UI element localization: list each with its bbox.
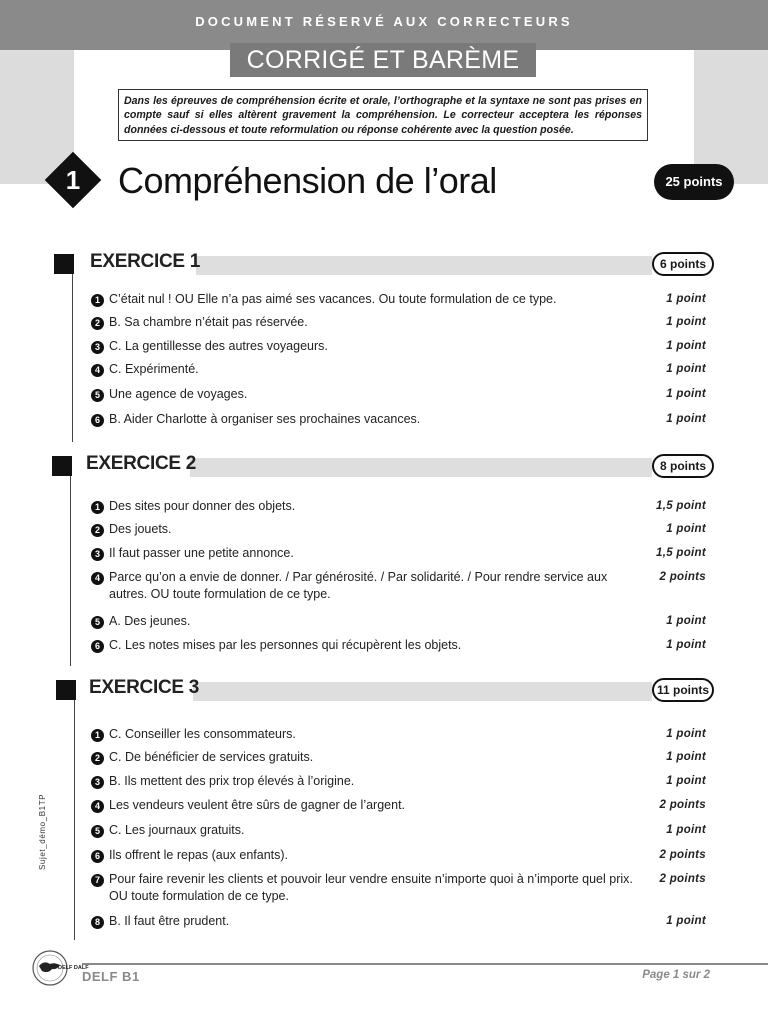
answer-text: C. De bénéficier de services gratuits. <box>109 750 314 764</box>
exercise-marker <box>56 680 76 700</box>
answer-text: Des jouets. <box>109 522 172 536</box>
answer-points: 1 point <box>666 751 706 763</box>
delf-dalf-logo <box>30 948 89 988</box>
item-number-bullet: 8 <box>91 916 104 929</box>
answer-text: Pour faire revenir les clients et pouvoir leur vendre ensuite n’importe quoi à n’importe quel prix. OU toute formulation de ce type. <box>109 872 633 903</box>
answer-text: Les vendeurs veulent être sûrs de gagner de l’argent. <box>109 798 406 812</box>
answer-text: Ils offrent le repas (aux enfants). <box>109 848 289 862</box>
answer-points: 2 points <box>659 849 706 861</box>
exercise-points-badge: 8 points <box>652 454 714 478</box>
answer-text: B. Sa chambre n’était pas réservée. <box>109 315 308 329</box>
side-label: Sujet_démo_B1TP <box>38 793 47 870</box>
item-number-bullet: 6 <box>91 640 104 653</box>
answer-points: 1 point <box>666 293 706 305</box>
answer-text: Des sites pour donner des objets. <box>109 499 296 513</box>
answer-points: 2 points <box>659 571 706 583</box>
exercise-points-badge: 6 points <box>652 252 714 276</box>
answer-text: Une agence de voyages. <box>109 387 248 401</box>
footer-page-number: Page 1 sur 2 <box>642 969 710 981</box>
item-number-bullet: 6 <box>91 414 104 427</box>
exercise-header-bar <box>193 682 652 701</box>
correction-note: Dans les épreuves de compréhension écrite et orale, l’orthographe et la syntaxe ne sont pas prises en compte sauf si elles altèrent gravement la compréhension. Le correcteur acceptera les réponses données ci-dessous et toute reformulation ou réponse cohérente avec la question posée. <box>118 89 648 141</box>
section-number: 1 <box>65 165 81 195</box>
answer-text: A. Des jeunes. <box>109 614 191 628</box>
answer-points: 1,5 point <box>656 500 706 512</box>
answer-points: 2 points <box>659 799 706 811</box>
answer-points: 1 point <box>666 639 706 651</box>
section-title: Compréhension de l’oral <box>118 160 497 201</box>
answer-points: 2 points <box>659 873 706 885</box>
exercise-header-bar <box>190 458 652 477</box>
document-title: CORRIGÉ ET BARÈME <box>230 43 536 77</box>
item-number-bullet: 5 <box>91 616 104 629</box>
item-number-bullet: 5 <box>91 825 104 838</box>
section-points-badge: 25 points <box>654 164 734 200</box>
exercise-title: EXERCICE 2 <box>86 453 196 474</box>
answer-points: 1 point <box>666 615 706 627</box>
item-number-bullet: 2 <box>91 317 104 330</box>
footer-exam-name: DELF B1 <box>82 969 140 984</box>
answer-points: 1 point <box>666 363 706 375</box>
exercise-side-rule <box>72 274 73 442</box>
answer-text: C. Les notes mises par les personnes qui récupèrent les objets. <box>109 638 462 652</box>
answer-text: B. Ils mettent des prix trop élevés à l’origine. <box>109 774 355 788</box>
item-number-bullet: 1 <box>91 294 104 307</box>
item-number-bullet: 2 <box>91 752 104 765</box>
item-number-bullet: 1 <box>91 729 104 742</box>
item-number-bullet: 3 <box>91 776 104 789</box>
item-number-bullet: 7 <box>91 874 104 887</box>
exercise-title: EXERCICE 1 <box>90 251 200 272</box>
footer-rule <box>82 963 768 965</box>
answer-text: C. Les journaux gratuits. <box>109 823 245 837</box>
logo-text: DELF DALF <box>58 965 89 971</box>
answer-text: Parce qu’on a envie de donner. / Par générosité. / Par solidarité. / Pour rendre service aux autres. OU toute formulation de ce type. <box>109 570 608 601</box>
exercise-header-bar <box>196 256 652 275</box>
answer-points: 1 point <box>666 340 706 352</box>
answer-points: 1 point <box>666 316 706 328</box>
answer-points: 1 point <box>666 824 706 836</box>
answer-points: 1,5 point <box>656 547 706 559</box>
answer-points: 1 point <box>666 775 706 787</box>
answer-text: C. La gentillesse des autres voyageurs. <box>109 339 328 353</box>
answer-points: 1 point <box>666 523 706 535</box>
answer-text: C’était nul ! OU Elle n’a pas aimé ses vacances. Ou toute formulation de ce type. <box>109 292 557 306</box>
item-number-bullet: 4 <box>91 800 104 813</box>
exercise-marker <box>52 456 72 476</box>
answer-text: B. Il faut être prudent. <box>109 914 230 928</box>
answer-text: C. Expérimenté. <box>109 362 199 376</box>
answer-points: 1 point <box>666 413 706 425</box>
item-number-bullet: 3 <box>91 548 104 561</box>
exercise-marker <box>54 254 74 274</box>
exercise-title: EXERCICE 3 <box>89 677 199 698</box>
exercise-points-badge: 11 points <box>652 678 714 702</box>
item-number-bullet: 2 <box>91 524 104 537</box>
answer-points: 1 point <box>666 728 706 740</box>
answer-text: Il faut passer une petite annonce. <box>109 546 294 560</box>
exercise-side-rule <box>74 700 75 940</box>
item-number-bullet: 6 <box>91 850 104 863</box>
band-label: DOCUMENT RÉSERVÉ AUX CORRECTEURS <box>195 14 573 29</box>
item-number-bullet: 5 <box>91 389 104 402</box>
answer-points: 1 point <box>666 388 706 400</box>
item-number-bullet: 1 <box>91 501 104 514</box>
item-number-bullet: 4 <box>91 572 104 585</box>
exercise-side-rule <box>70 476 71 666</box>
answer-text: B. Aider Charlotte à organiser ses prochaines vacances. <box>109 412 421 426</box>
item-number-bullet: 4 <box>91 364 104 377</box>
answer-points: 1 point <box>666 915 706 927</box>
answer-text: C. Conseiller les consommateurs. <box>109 727 296 741</box>
item-number-bullet: 3 <box>91 341 104 354</box>
